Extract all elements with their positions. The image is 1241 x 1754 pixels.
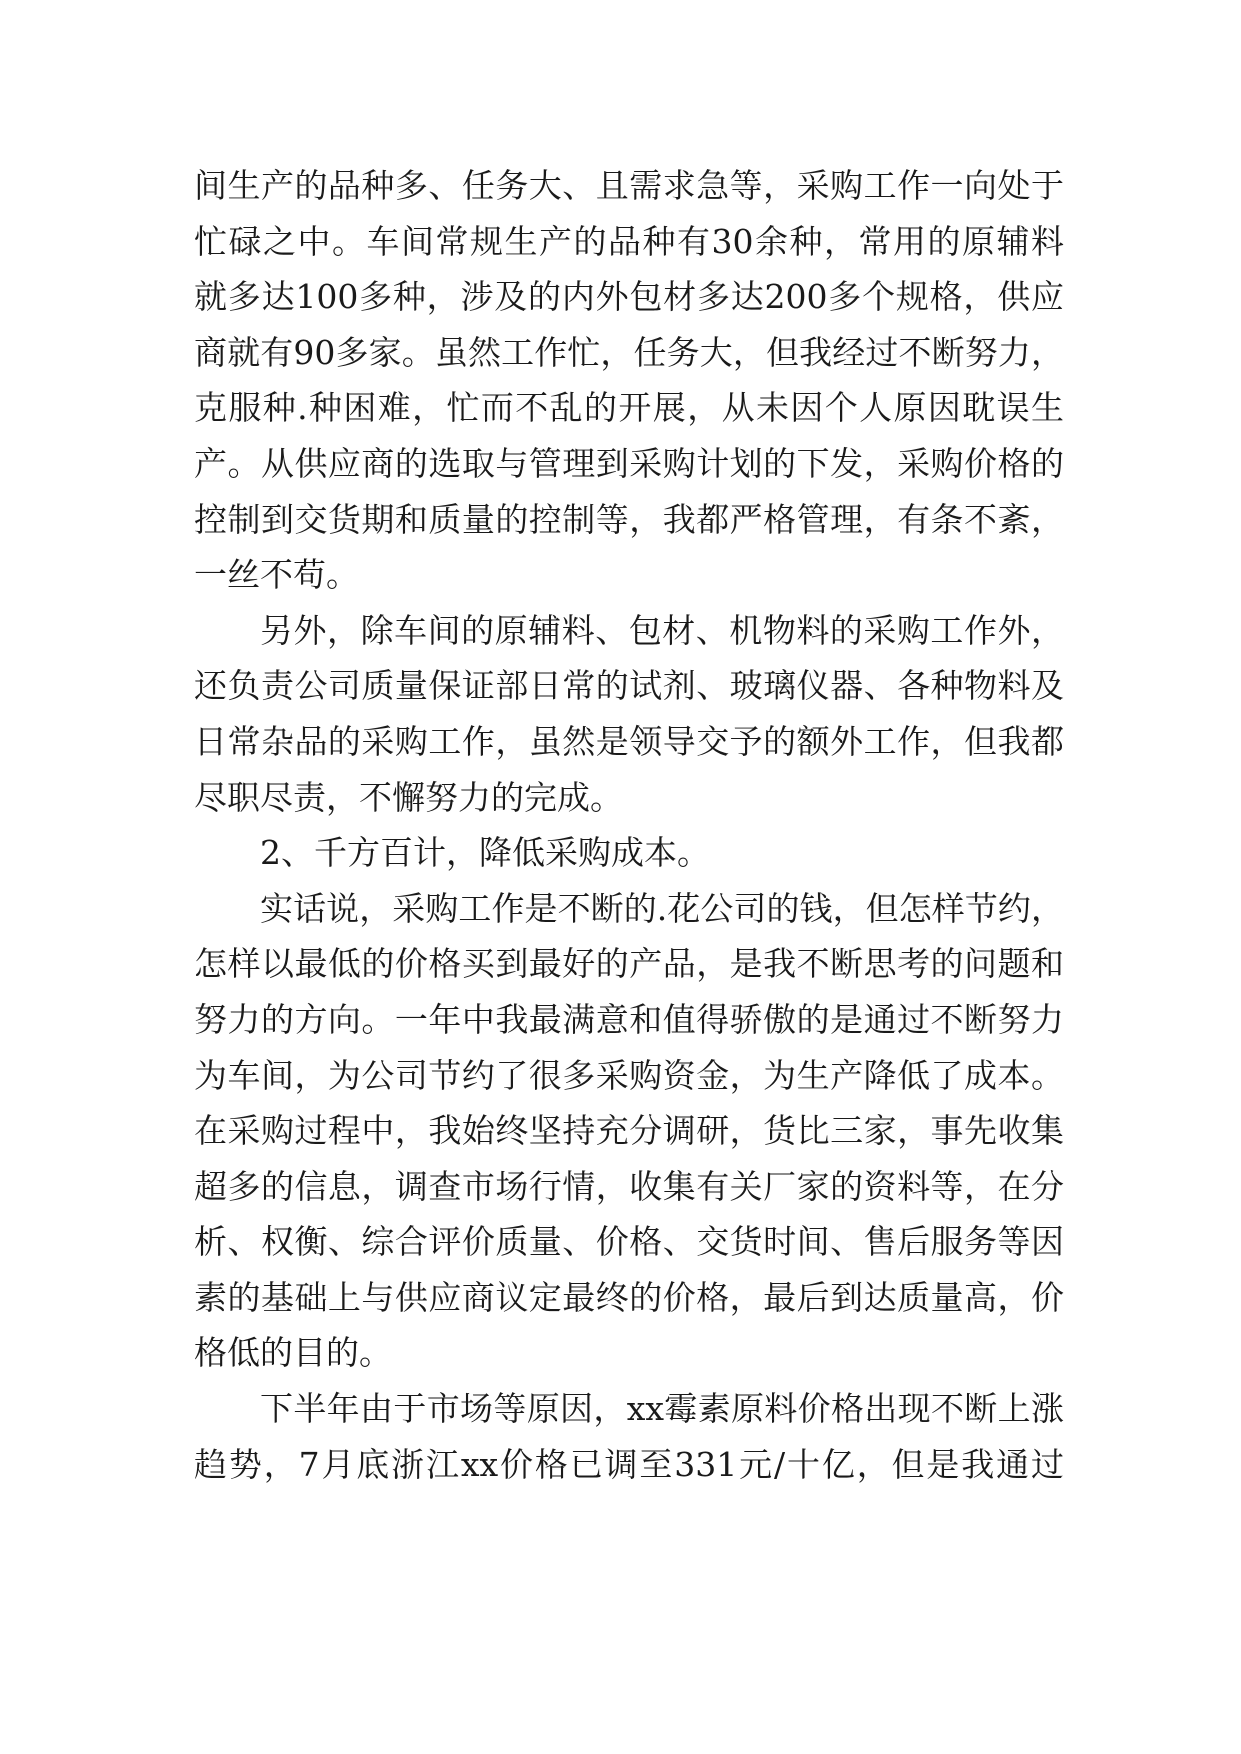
text-line: 一丝不苟。 [194, 555, 359, 595]
section-heading: 2、千方百计，降低采购成本。 [260, 833, 710, 873]
text-line: 日常杂品的采购工作，虽然是领导交予的额外工作，但我都 [194, 721, 1064, 761]
text-line: 素的基础上与供应商议定最终的价格，最后到达质量高，价 [194, 1277, 1064, 1317]
text-line: 析、权衡、综合评价质量、价格、交货时间、售后服务等因 [194, 1222, 1064, 1262]
text-line: 超多的信息，调查市场行情，收集有关厂家的资料等，在分 [194, 1166, 1064, 1206]
text-line: 忙碌之中。车间常规生产的品种有30余种，常用的原辅料 [194, 221, 1064, 261]
text-line: 尽职尽责，不懈努力的完成。 [194, 777, 623, 817]
text-line: 间生产的品种多、任务大、且需求急等，采购工作一向处于 [194, 166, 1064, 205]
text-line: 为车间，为公司节约了很多采购资金，为生产降低了成本。 [194, 1055, 1064, 1095]
text-line: 还负责公司质量保证部日常的试剂、玻璃仪器、各种物料及 [194, 666, 1064, 706]
text-line: 努力的方向。一年中我最满意和值得骄傲的是通过不断努力 [194, 999, 1064, 1039]
text-line: 格低的目的。 [194, 1333, 392, 1373]
paragraph-start: 另外，除车间的原辅料、包材、机物料的采购工作外， [260, 610, 1064, 650]
paragraph-start: 实话说，采购工作是不断的.花公司的钱，但怎样节约， [260, 888, 1064, 928]
paragraph-start: 下半年由于市场等原因，xx霉素原料价格出现不断上涨 [260, 1389, 1064, 1429]
text-line: 产。从供应商的选取与管理到采购计划的下发，采购价格的 [194, 443, 1064, 483]
text-line: 商就有90多家。虽然工作忙，任务大，但我经过不断努力， [194, 332, 1064, 372]
text-line: 控制到交货期和质量的控制等，我都严格管理，有条不紊， [194, 499, 1064, 539]
text-line: 怎样以最低的价格买到最好的产品，是我不断思考的问题和 [194, 944, 1064, 984]
text-line: 克服种.种困难，忙而不乱的开展，从未因个人原因耽误生 [194, 388, 1064, 428]
text-line: 就多达100多种，涉及的内外包材多达200多个规格，供应 [194, 277, 1064, 317]
text-line: 在采购过程中，我始终坚持充分调研，货比三家，事先收集 [194, 1111, 1064, 1151]
body-text [194, 158, 1064, 1492]
text-line: 趋势，7月底浙江xx价格已调至331元/十亿，但是我通过 [194, 1444, 1064, 1484]
